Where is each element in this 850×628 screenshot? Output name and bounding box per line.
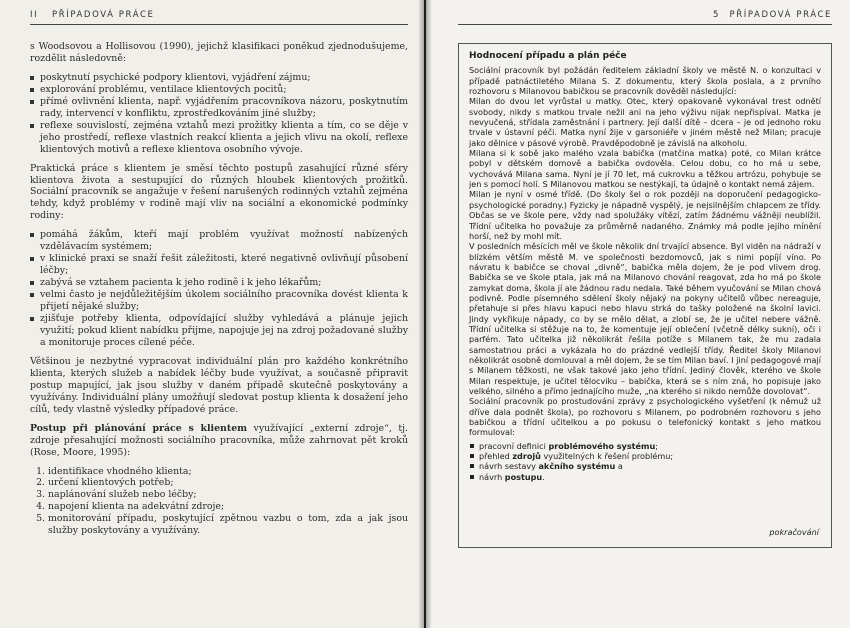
item-text: a [615, 461, 623, 472]
step-item: 3. naplánování služeb nebo léčby; [48, 489, 408, 501]
page-number: II [30, 10, 39, 20]
list-item [469, 461, 821, 471]
item-bold: postupu [504, 471, 543, 482]
list-item: pomáhá žákům, kteří mají problém využívat možností nabízených vzdělávacím systémem; [30, 229, 408, 253]
book-gutter-shadow [418, 0, 432, 628]
paragraph: Praktická práce s klientem je směsí těchto postupů zasahující různé sféry klientova života a sestupující do různých hloubek klientových prožitků. Sociální pracovník se angažuje v řešení narušených rodinných vztahů zejména tehdy, když problémy v rodině mají vliv na sociální a ekonomické podmínky rodiny: [30, 162, 408, 222]
list-item: přímé ovlivnění klienta, např. vyjádřením pracovníkova názoru, poskytnutím rady, intervencí v konfliktu, zprostředkováním jiné služby; [30, 96, 408, 120]
list-item: poskytnutí psychické podpory klientovi, vyjádření zájmu; [30, 72, 408, 84]
box-paragraph: Milan do dvou let vyrůstal u matky. Otec, který opakovaně vykonával trest odnětí svobody, nikdy s matkou trvale nežil ani na jeho výživu nijak nepřispíval. Matka je nevyučená, střídala zaměstnání i partnery. Její další dítě – dcera – je od jednoho roku trvale v ústavní péči. Matka nyní žije v garsoniéře v jiném městě než Milan; pracuje jako dělnice v pásové výrobě. Pravděpodobně je závislá na alkoholu. [469, 96, 821, 148]
box-paragraph: Milan je nyní v osmé třídě. (Do školy šel o rok později na doporučení pedagogicko-psychologické poradny.) Fyzicky je nápadně vyspělý, je nejsilnějším chlapcem ze třídy. Občas se ve škole pere, vždy nad spolužáky vítězí, zatím žádnému vážněji neublížil. Třídní učitelka ho považuje za průměrně nadaného. Známky má podle jejího mínění horší, než by mohl mít. [469, 189, 821, 241]
box-paragraph: V posledních měsících měl ve škole několik dní trvající absence. Byl viděn na nádraží v blízkém větším městě M. ve společnosti bezdomovců, jak s nimi popíjí víno. Po návratu k babičce se choval „divně“, babička měla dojem, že je pod vlivem drog. Babička se ve škole ptala, jak má na Milanovo chování reagovat, zda ho má po škole zamykat doma, škola jí ale žádnou radu nedala. Také během vyučování se Milan chová podivně. Podle písemného sdělení školy nějaký na pokyny učitelů vůbec nereaguje, přetahuje si přes hlavu kapuci nebo hlavu strká do tašky položené na školní lavici. Jindy vykřikuje nápady, co by se mělo dělat, a zlobí se, že je učitel nebere vážně. Třídní učitelka si stěžuje na to, že komentuje její oblečení (včetně délky sukní), oči i parfém. Tato učitelka již několikrát řešila potíže s Milanem tak, že mu zadala samostatnou práci a vykázala ho do prázdné vedlejší třídy. Ředitel školy Milanovi několikrát osobně domlouval a měl dojem, že se tím Milan baví. I jiní pedagogové mají s Milanem těžkosti, ne však takové jako jeho třídní. Jediný člověk, kterého ve škole Milan respektuje, je učitel tělocviku – babička, která se s ním zná, ho popisuje jako velkého, silného a přímo jednajícího muže, „na kterého si nikdo nemůže dovolovat“. [469, 241, 821, 396]
item-text: pracovní definici [479, 440, 549, 451]
steps-list [30, 466, 408, 538]
box-paragraph: Sociální pracovník po prostudování zprávy z psychologického vyšetření (k němuž už dříve dala podnět škola), po rozhovoru s Milanem, po podrobném rozhovoru s jeho babičkou a třídní učitelkou a po pokusu o telefonický kontakt s jeho matkou formuloval: [469, 396, 821, 438]
step-item: 4. napojení klienta na adekvátní zdroje; [48, 501, 408, 513]
running-head-title: PŘÍPADOVÁ PRÁCE [729, 10, 832, 20]
item-text: přehled [479, 451, 513, 462]
paragraph: Většinou je nezbytné vypracovat individuální plán pro každého konkrétního klienta, kterých služeb a nabídek léčby bude využívat, a současně připravit postup mapující, jak jsou služby v daném případě skutečně poskytovány a využívány. Individuální plány umožňují sledovat postup klienta k dosažení jeho cílů, tedy vlastně výsledky případové práce. [30, 355, 408, 415]
running-header [30, 10, 408, 25]
intervention-list [30, 72, 408, 156]
plan-list [469, 441, 821, 482]
list-item: velmi často je nejdůležitějším úkolem sociálního pracovníka dovést klienta k přijetí nějaké služby; [30, 289, 408, 313]
list-item [469, 441, 821, 451]
box-paragraph: Milana si k sobě jako malého vzala babička (matčina matka) poté, co Milan krátce pobyl v dětském domově a babička ovdověla. Celou dobu, co ho má u sebe, vychovává Milana sama. Nyní je jí 70 let, má cukrovku a těžkou artrózu, pohybuje se jen s pomocí holí. S Milanovou matkou se nestýkají, ta údajně o kontakt nemá zájem. [469, 148, 821, 190]
bold-lead: Postup při plánování práce s klientem [30, 422, 248, 434]
paragraph-rest: využívající „externí zdroje“, tj. zdroje přesahující možnosti sociálního pracovníka, může zahrnovat pět kroků (Rose, Moore, 1995): [30, 422, 408, 458]
running-head-title: PŘÍPADOVÁ PRÁCE [52, 10, 155, 20]
page-number: 5 [712, 10, 720, 20]
item-bold: problémového systému [548, 440, 656, 451]
list-item: reflexe souvislostí, zejména vztahů mezi prožitky klienta a tím, co se děje v jeho prostředí, reflexe vlastních reakcí klienta a jejich vlivu na okolí, reflexe klientových motivů a reflexe klientova osobního vývoje. [30, 120, 408, 156]
step-item: 5. monitorování případu, poskytující zpětnou vazbu o tom, zda a jak jsou služby poskytovány a využívány. [48, 513, 408, 537]
case-study-box [458, 43, 832, 548]
paragraph [30, 423, 408, 459]
step-item: 1. identifikace vhodného klienta; [48, 466, 408, 478]
list-item: zabývá se vztahem pacienta k jeho rodině i k jeho lékařům; [30, 277, 408, 289]
paragraph: s Woodsovou a Hollisovou (1990), jejichž klasifikaci poněkud zjednodušujeme, rozdělit následovně: [30, 41, 408, 64]
left-body-text [30, 41, 408, 537]
list-item: zjišťuje potřeby klienta, odpovídající služby vyhledává a plánuje jejich využití; pokud klient nabídku přijme, napojuje jej na zdroj požadované služby a monitoruje proces cílené péče. [30, 313, 408, 349]
running-header [458, 10, 832, 25]
left-page [0, 0, 424, 628]
item-text: využitelných k řešení problému; [540, 451, 674, 462]
item-bold: akčního systému [538, 461, 616, 472]
item-text: ; [655, 440, 658, 451]
list-item [469, 451, 821, 461]
box-title: Hodnocení případu a plán péče [469, 51, 627, 61]
item-text: návrh sestavy [479, 461, 539, 472]
step-item: 2. určení klientových potřeb; [48, 477, 408, 489]
continued-note: pokračování [769, 526, 819, 537]
list-item: v klinické praxi se snaží řešit záležitosti, které negativně ovlivňují působení léčby; [30, 253, 408, 277]
family-work-list [30, 229, 408, 349]
item-bold: zdrojů [512, 451, 541, 462]
item-text: návrh [479, 471, 505, 482]
list-item [469, 472, 821, 482]
box-paragraph: Sociální pracovník byl požádán ředitelem základní školy ve městě N. o konzultaci v případě patnáctiletého Milana S. Z dokumentu, který škola poslala, a z prvního rozhovoru s Milanovou babičkou se pracovník dověděl následující: [469, 65, 821, 97]
list-item: explorování problému, ventilace klientových pocitů; [30, 84, 408, 96]
item-text: . [542, 471, 545, 482]
right-page [426, 0, 850, 628]
